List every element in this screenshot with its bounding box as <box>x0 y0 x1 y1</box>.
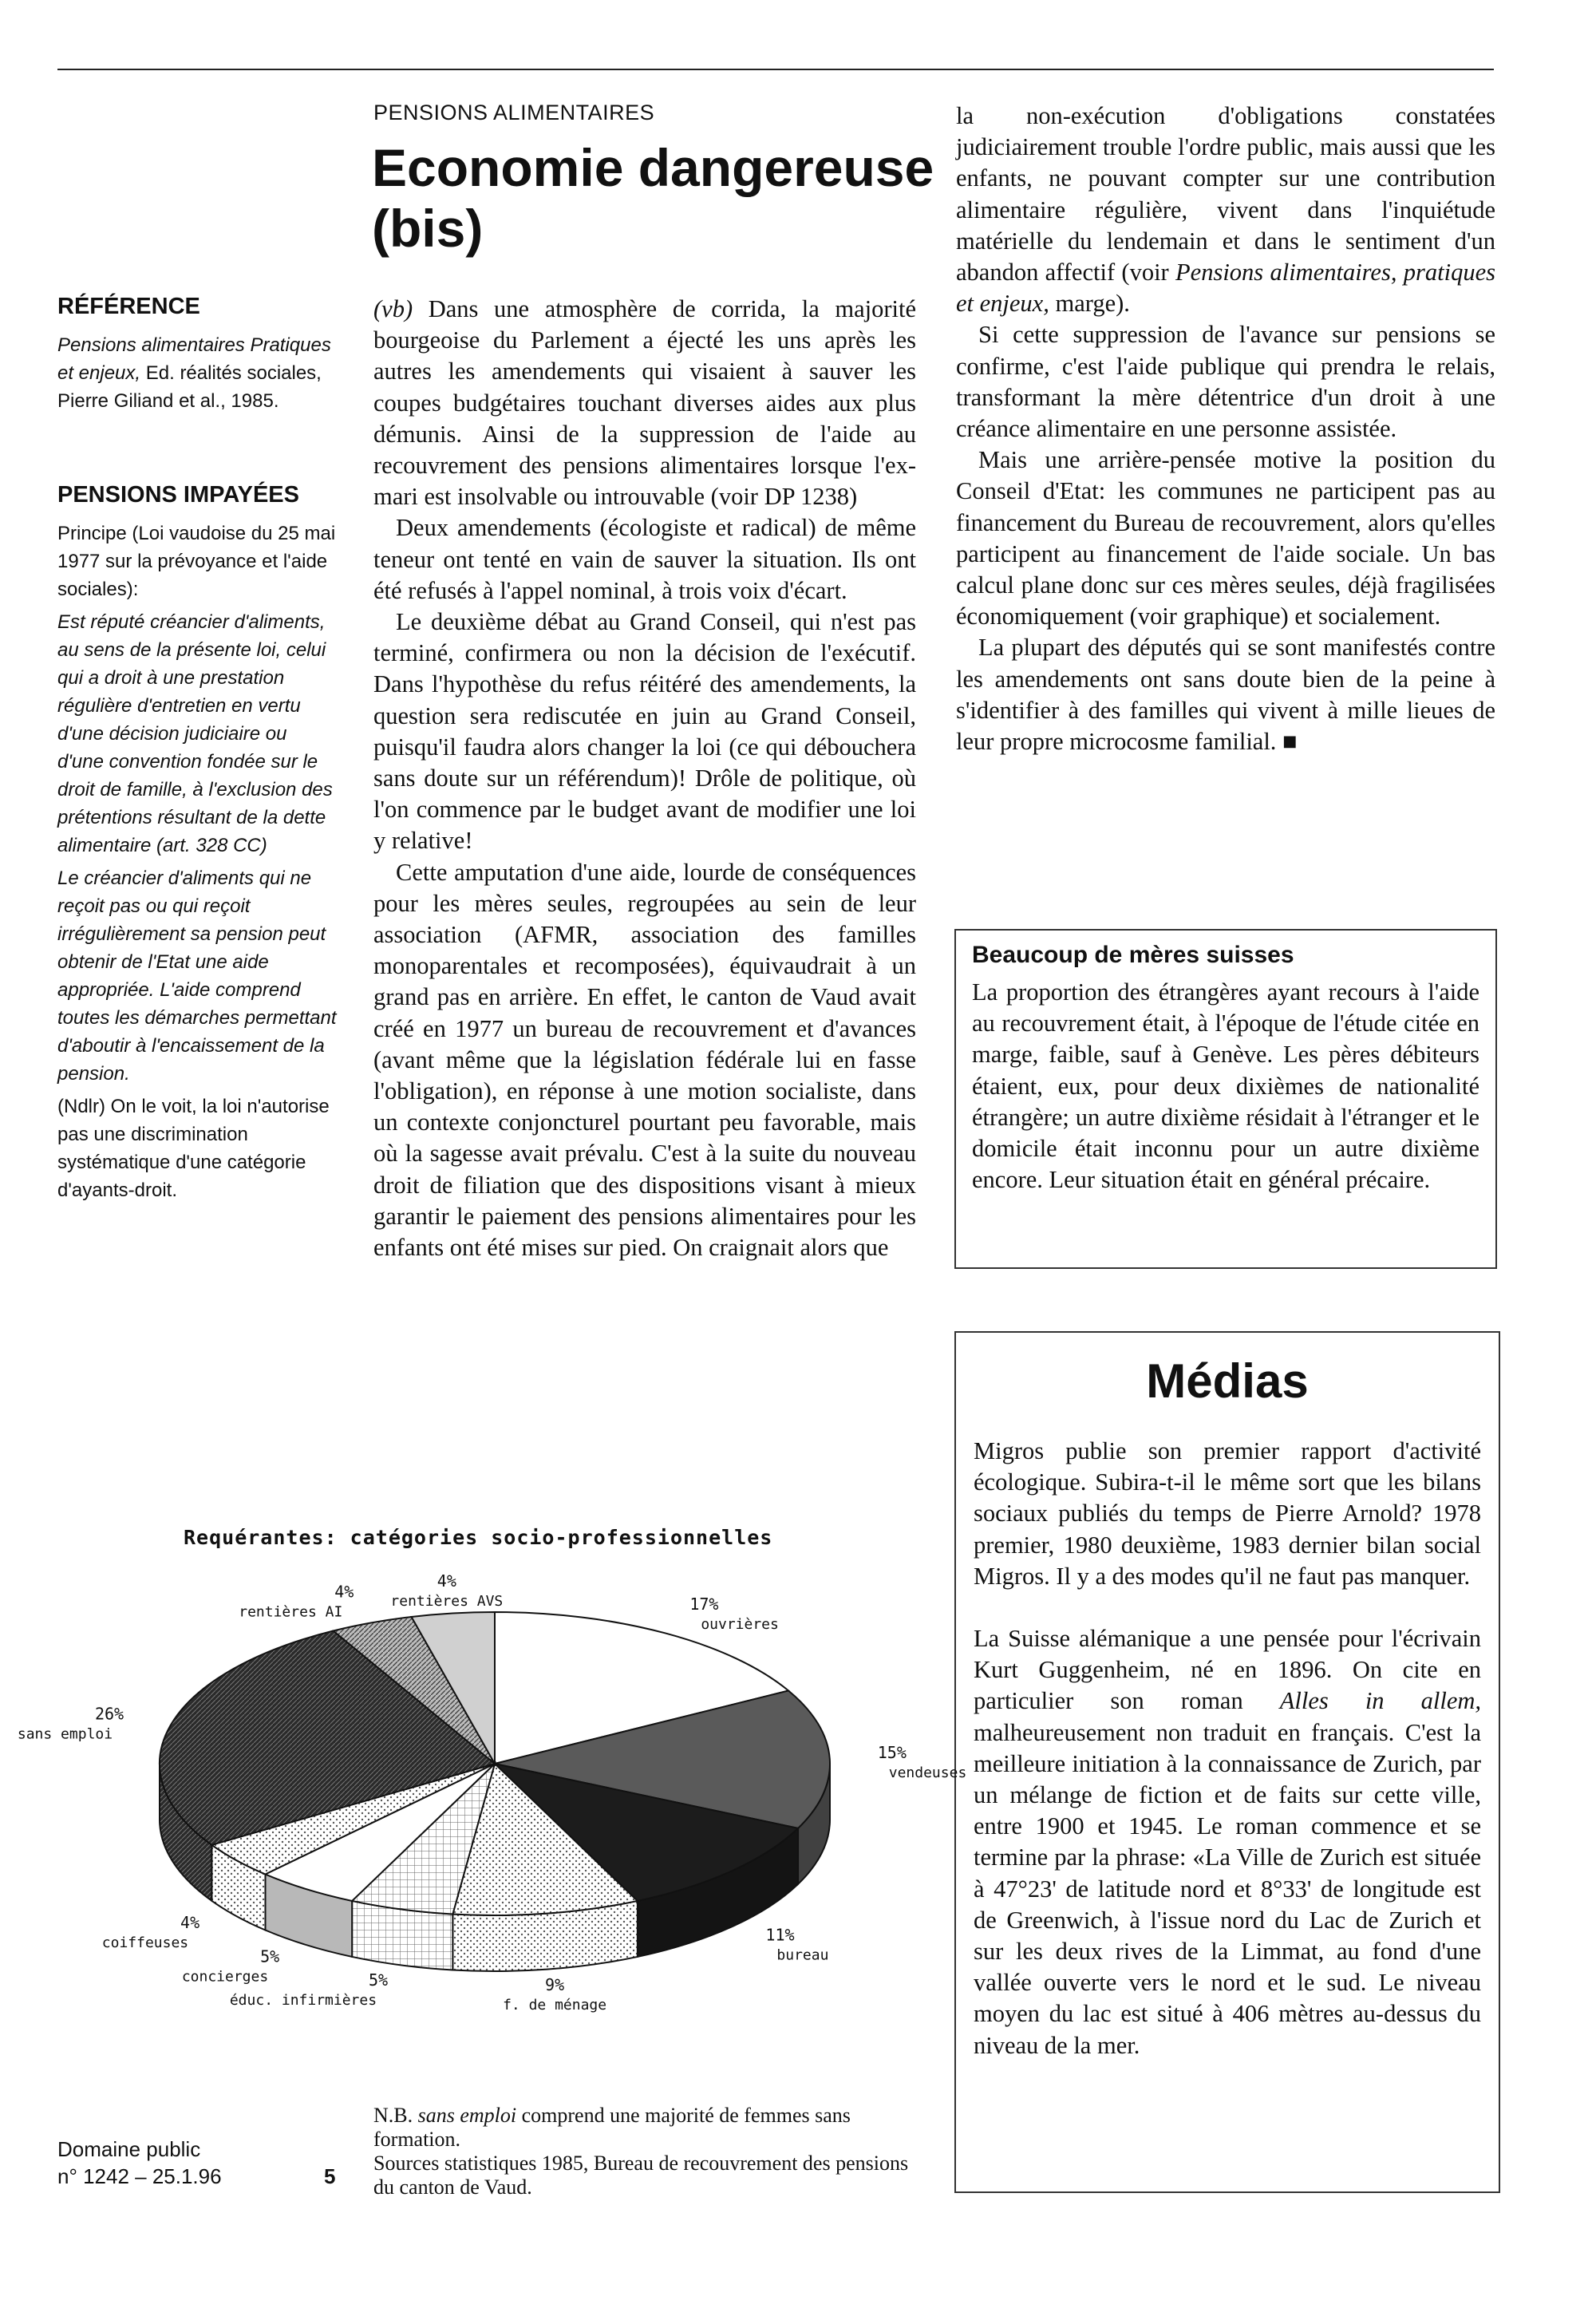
paragraph: Le deuxième débat au Grand Conseil, qui n'est pas terminé, confirmera ou non la décision de l'exécutif. Dans l'hypothèse du refus réitéré des amendements, la question sera rediscutée en juin au Grand Conseil, puisqu'il faudra alors changer la loi (ce qui débouchera sans doute sur un référendum)! Drôle de politique, où l'on commence par le budget avant de modifier une loi y relative! <box>373 608 916 855</box>
reference-book-title: Pensions alimentaires Pratiques et enjeux, <box>57 334 331 384</box>
pie-value-label: 17% <box>689 1595 719 1614</box>
paragraph-text: malheureusement non traduit en français. C'est la meilleure initiation à la connaissance de Zurich, par un mélange de fiction et de faits sur cette ville, entre 1900 et 1945. Le roman commence et se termine par la phrase: «La Ville de Zurich est située à 47°23' de latitude nord et 8°33' de longitude est de Greenwich, à l'issue nord du Lac de Zurich et sur les deux rives de la Limmat, au fond d'une vallée ouverte vers le nord et le sud. Le niveau moyen du lac est situé à 406 mètres au-dessus du niveau de la mer. <box>974 1718 1481 2059</box>
pie-value-label: 5% <box>368 1970 389 1990</box>
page-number: 5 <box>324 2164 336 2188</box>
article-column-2 <box>956 101 1495 757</box>
paragraph-text: La plupart des députés qui se sont manifestés contre les amendements ont sans doute bien de la peine à s'identifier à des familles qui vivent à mille lieues de leur propre microcosme familial. <box>956 634 1495 756</box>
article-column-1 <box>373 294 916 1263</box>
footer <box>57 2136 222 2190</box>
reference-text <box>57 331 338 415</box>
note-rest: comprend une majorité de femmes sans formation. <box>373 2104 851 2151</box>
pie-category-label: éduc. infirmières <box>229 1992 377 2010</box>
pie-value-label: 4% <box>180 1912 200 1932</box>
paragraph: Cette amputation d'une aide, lourde de conséquences pour les mères seules, regroupées au sein de leur association (AFMR, association des familles monoparentales et recomposées), équivaudrait à un grand pas en arrière. En effet, le canton de Vaud avait créé en 1977 un bureau de recouvrement et d'avances (avant même que la législation fédérale lui en fasse l'obligation), en réponse à une motion socialiste, dans un contexte conjoncturel pourtant peu favorable, mais où la sagesse avait prévalu. C'est à la suite du nouveau droit de filiation que des dispositions visant à mieux garantir le paiement des pensions alimentaires pour les enfants ont été mises sur pied. On craignait alors que <box>373 858 916 1262</box>
sidebar <box>57 294 338 1209</box>
pie-category-label: bureau <box>776 1946 829 1964</box>
article-kicker: PENSIONS ALIMENTAIRES <box>373 101 655 124</box>
pie-value-label: 5% <box>260 1946 280 1966</box>
article-title-line1: Economie dangereuse <box>372 138 934 197</box>
medias-heading: Médias <box>1146 1354 1309 1408</box>
editor-note: (Ndlr) On le voit, la loi n'autorise pas une discrimination systématique d'une catégorie d'ayants-droit. <box>57 1096 330 1201</box>
pie-value-label: 4% <box>437 1571 456 1591</box>
law-principle: Principe (Loi vaudoise du 25 mai 1977 sur la prévoyance et l'aide sociales): <box>57 523 336 600</box>
pie-category-label: ouvrières <box>701 1616 779 1634</box>
law-quote-1: Est réputé créancier d'aliments, au sens de la présente loi, celui qui a droit à une prestation régulière d'entretien en vertu d'une décision judiciaire ou d'une convention fondée sur le droit de famille, à l'exclusion des prétentions résultant de la dette alimentaire (art. 328 CC) <box>57 611 333 856</box>
box-medias <box>954 1331 1500 2193</box>
paragraph-text: La Suisse alémanique a une pensée pour l'écrivain Kurt Guggenheim, né en 1896. On cite en particulier son roman <box>974 1625 1481 1715</box>
chart-title: Requérantes: catégories socio-professionnelles <box>184 1526 773 1549</box>
end-mark: ■ <box>1282 728 1298 756</box>
paragraph-text: marge). <box>1055 290 1130 318</box>
note-prefix: N.B. <box>373 2104 413 2127</box>
article-title-line2: (bis) <box>372 199 484 258</box>
pie-category-label: vendeuses <box>888 1764 967 1781</box>
paragraph: Si cette suppression de l'avance sur pensions se confirme, c'est l'aide publique qui prendra le relais, transformant la mère détentrice d'un droit à une créance alimentaire en une personne assistée. <box>956 321 1495 443</box>
paragraph-text: Dans une atmosphère de corrida, la majorité bourgeoise du Parlement a éjecté les uns après les autres les amendements qui visaient à sauver les coupes budgétaires touchant diverses aides aux plus démunis. Ainsi de la suppression de l'aide au recouvrement des pensions alimentaires lorsque l'ex-mari est insolvable ou introuvable (voir DP 1238) <box>373 295 917 511</box>
pie-value-label: 15% <box>877 1742 907 1762</box>
pie-value-label: 11% <box>765 1925 795 1945</box>
paragraph: Deux amendements (écologiste et radical) de même teneur ont tenté en vain de sauver la situation. Ils ont été refusés à l'appel nominal, à trois voix d'écart. <box>373 514 916 604</box>
pie-category-label: rentières AI <box>239 1603 343 1621</box>
reference-heading: RÉFÉRENCE <box>57 294 200 319</box>
pie-category-label: sans emploi <box>17 1725 113 1743</box>
pie-category-label: concierges <box>181 1968 269 1986</box>
paragraph: Mais une arrière-pensée motive la position du Conseil d'Etat: les communes ne participent pas au financement du Bureau de recouvrement, alors qu'elles participent au financement de l'aide sociale. Un bas calcul plane donc sur ces mères seules, déjà fragilisées économiquement (voir graphique) et socialement. <box>956 446 1495 630</box>
law-quote-2: Le créancier d'aliments qui ne reçoit pas ou qui reçoit irrégulièrement sa pension peut obtenir de l'Etat une aide appropriée. L'aide comprend toutes les démarches permettant d'aboutir à l'encaissement de la pension. <box>57 867 337 1085</box>
medias-paragraph <box>974 1623 1481 2061</box>
pie-category-label: coiffeuses <box>101 1934 189 1951</box>
pie-chart <box>17 1556 967 2067</box>
issue-number: n° 1242 – 25.1.96 <box>57 2164 222 2188</box>
chart-notes <box>373 2104 924 2199</box>
medias-text <box>974 1436 1481 2061</box>
reference-details: Ed. réalités sociales, Pierre Giliand et al., 1985. <box>57 362 322 412</box>
paragraph <box>956 101 1495 319</box>
unpaid-heading: PENSIONS IMPAYÉES <box>57 482 299 508</box>
box-meres-heading: Beaucoup de mères suisses <box>972 942 1294 968</box>
chart-note <box>373 2104 924 2152</box>
publication-name: Domaine public <box>57 2137 201 2161</box>
note-italic: sans emploi <box>417 2104 517 2127</box>
paragraph-text: la non-exécution d'obligations constatées judiciairement trouble l'ordre public, mais aussi que les enfants, ne pouvant compter sur une contribution alimentaire régulière, vivent dans l'inquiétude matérielle du lendemain et dans le sentiment d'un abandon affectif (voir <box>956 102 1495 287</box>
box-meres-text: La proportion des étrangères ayant recours à l'aide au recouvrement était, à l'époque de l'étude citée en marge, faible, sauf à Genève. Les pères débiteurs étaient, eux, pour deux dixièmes de nationalité étrangère; un autre dixième résidait à l'étranger et le domicile était inconnu pour un autre dixième encore. Leur situation était en général précaire. <box>972 978 1479 1194</box>
pie-value-label: 26% <box>94 1704 124 1724</box>
pie-category-label: f. de ménage <box>503 1997 607 2014</box>
medias-paragraph: Migros publie son premier rapport d'activité écologique. Subira-t-il le même sort que les bilans sociaux publiés du temps de Pierre Arnold? 1978 premier, 1980 deuxième, 1983 dernier bilan social Migros. Il y a des modes qu'il ne faut pas manquer. <box>974 1437 1481 1590</box>
author-initials: (vb) <box>373 295 413 322</box>
pie-value-label: 4% <box>334 1582 354 1602</box>
novel-title: Alles in allem, <box>1279 1687 1482 1715</box>
pie-tops <box>160 1612 830 1915</box>
pie-category-label: rentières AVS <box>390 1592 504 1610</box>
chart-sources: Sources statistiques 1985, Bureau de recouvrement des pensions du canton de Vaud. <box>373 2152 909 2199</box>
pie-value-label: 9% <box>545 1975 565 1995</box>
article-title <box>372 137 946 259</box>
box-meres-suisses <box>954 929 1497 1269</box>
top-rule <box>57 69 1494 70</box>
paragraph <box>373 294 916 512</box>
paragraph <box>956 632 1495 757</box>
book-reference: Pensions alimentaires, pratiques et enjeux, <box>956 259 1495 318</box>
